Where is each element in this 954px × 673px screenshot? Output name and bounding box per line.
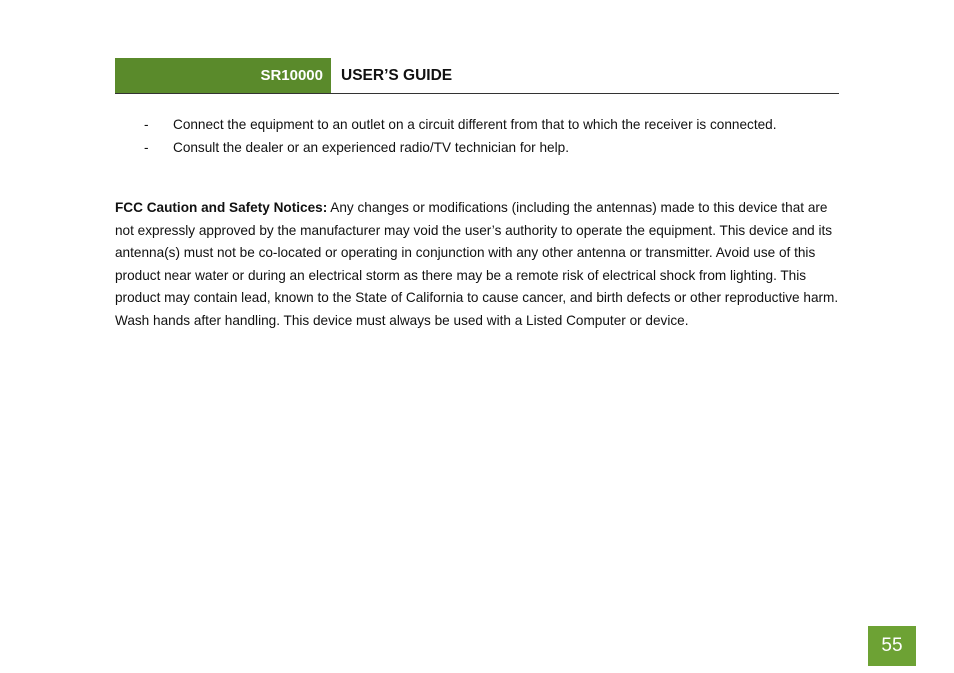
fcc-notice-heading: FCC Caution and Safety Notices: (115, 200, 328, 215)
fcc-notice-body: Any changes or modifications (including the antennas) made to this device that are not expressly approved by the manufacturer may void the user’s authority to operate the equipment. This device and its antenna(s) must not be co-located or operating in conjunction with any other antenna or transmitter. Avoid use of this product near water or during an electrical storm as there may be a remote risk of electrical shock from lighting. This product may contain lead, known to the State of California to cause cancer, and birth defects or other reproductive harm. Wash hands after handling. This device must always be used with a Listed Computer or device. (115, 200, 839, 328)
header-model-label: SR10000 (115, 58, 331, 93)
bullet-text: Consult the dealer or an experienced radio/TV technician for help. (173, 139, 569, 155)
bullet-item (115, 114, 839, 137)
bullet-text: Connect the equipment to an outlet on a circuit different from that to which the receiver is connected. (173, 117, 777, 132)
fcc-notice-paragraph (115, 197, 839, 332)
page-header (115, 58, 839, 94)
bullet-dash: - (144, 139, 149, 155)
bullet-item (115, 137, 839, 160)
page-number-badge: 55 (868, 626, 916, 666)
bullet-dash: - (144, 117, 149, 132)
header-guide-title: USER’S GUIDE (341, 67, 453, 84)
bullet-list (115, 114, 839, 159)
